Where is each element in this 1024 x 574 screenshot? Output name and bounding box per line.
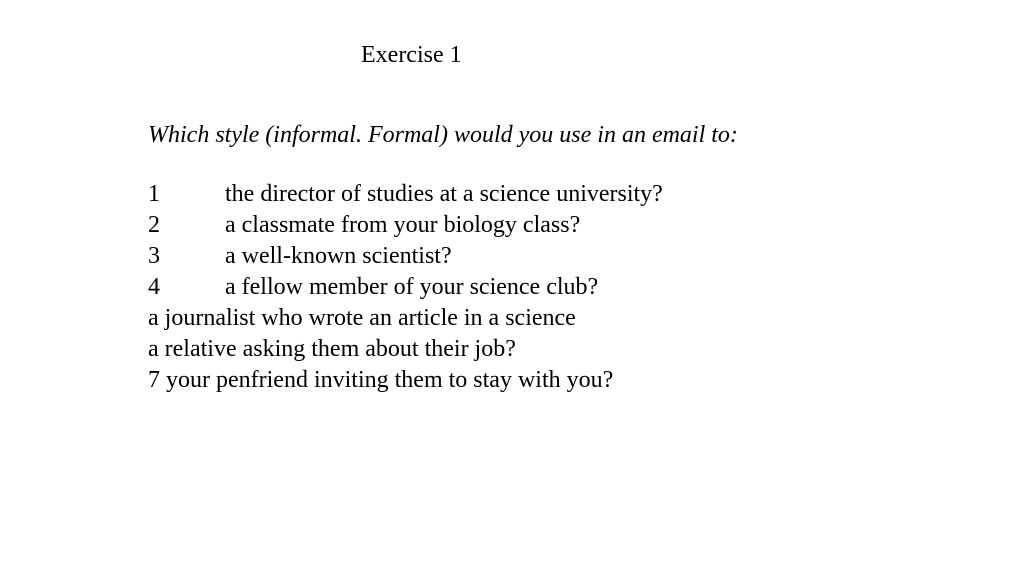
exercise-question: Which style (informal. Formal) would you use in an email to: xyxy=(148,122,738,148)
list-item xyxy=(148,365,663,396)
list-item xyxy=(148,272,663,303)
item-number: 1 xyxy=(148,181,160,207)
item-text: a classmate from your biology class? xyxy=(225,212,581,238)
item-text: a journalist who wrote an article in a science xyxy=(148,305,576,331)
item-text: a relative asking them about their job? xyxy=(148,336,516,362)
item-number: 2 xyxy=(148,212,160,238)
item-text: the director of studies at a science university? xyxy=(225,181,663,207)
list-item xyxy=(148,179,663,210)
list-item xyxy=(148,210,663,241)
exercise-list xyxy=(148,179,663,396)
item-number: 3 xyxy=(148,243,160,269)
list-item xyxy=(148,303,663,334)
exercise-title: Exercise 1 xyxy=(361,42,462,68)
item-text: 7 your penfriend inviting them to stay with you? xyxy=(148,367,614,393)
list-item xyxy=(148,334,663,365)
item-number: 4 xyxy=(148,274,160,300)
item-text: a fellow member of your science club? xyxy=(225,274,599,300)
list-item xyxy=(148,241,663,272)
item-text: a well-known scientist? xyxy=(225,243,452,269)
